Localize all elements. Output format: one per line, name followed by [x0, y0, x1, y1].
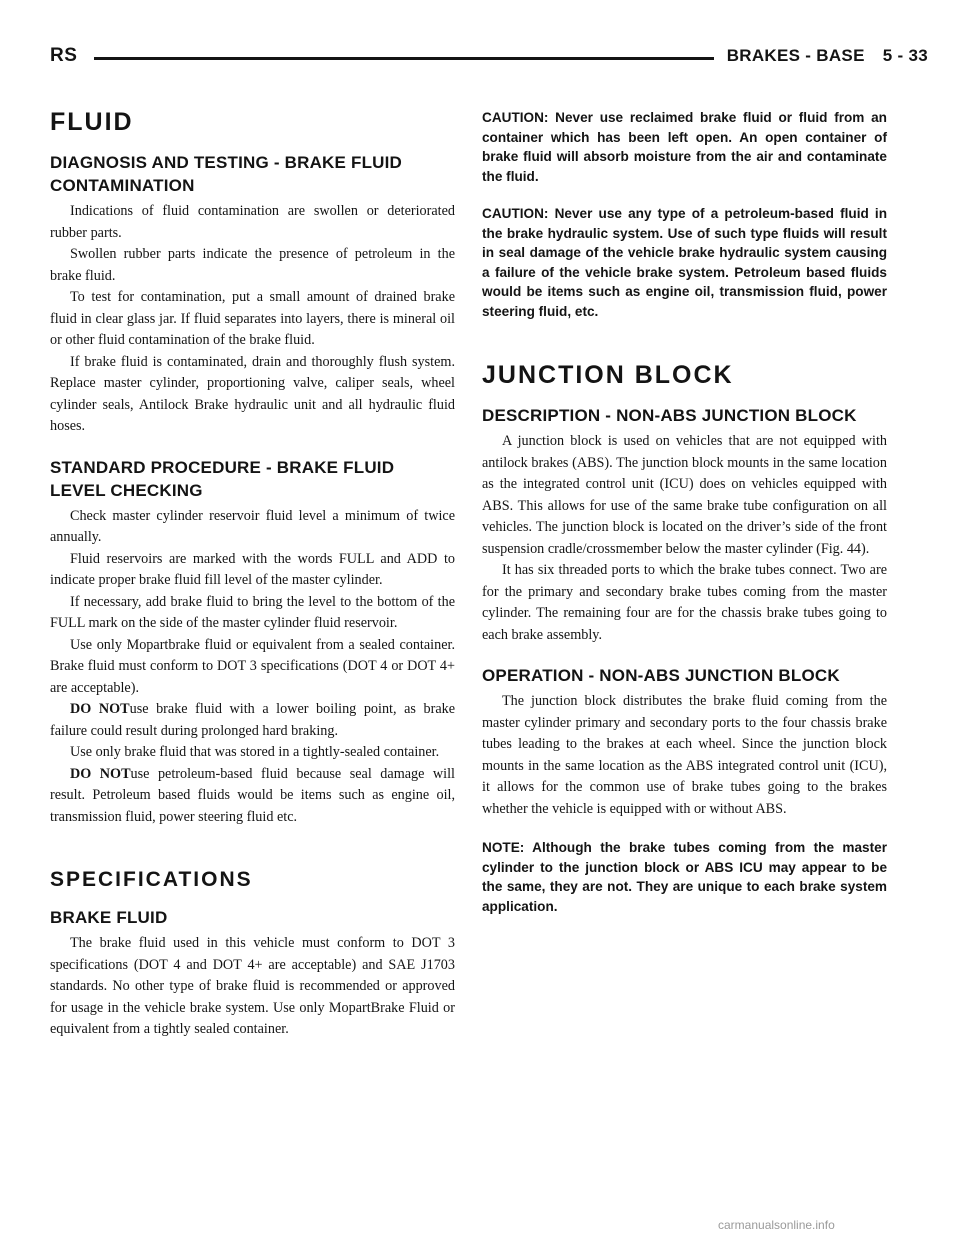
caution-reclaimed-fluid: CAUTION: Never use reclaimed brake fluid or fluid from an container which has been left open. An open container of brake fluid will absorb moisture from the air and contaminate the fluid. — [482, 110, 887, 184]
paragraph: Swollen rubber parts indicate the presence of petroleum in the brake fluid. — [50, 246, 455, 284]
heading-brake-fluid: BRAKE FLUID — [50, 908, 168, 927]
paragraph: Use only Mopartbrake fluid or equivalent from a sealed container. Brake fluid must conform to DOT 3 specifications (DOT 4 or DOT 4+ are acceptable). — [50, 636, 455, 696]
do-not-text: use brake fluid with a lower boiling point, as brake failure could result during prolonged hard braking. — [50, 701, 456, 739]
paragraph-do-not-2 — [50, 764, 455, 829]
paragraph: Indications of fluid contamination are swollen or deteriorated rubber parts. — [50, 203, 455, 241]
heading-diagnosis-line2: CONTAMINATION — [50, 176, 195, 195]
do-not-label: DO NOT — [70, 701, 130, 717]
heading-standard-line2: LEVEL CHECKING — [50, 480, 203, 500]
paragraph: Use only brake fluid that was stored in a tightly-sealed container. — [70, 744, 440, 760]
page-number: 5 - 33 — [882, 46, 928, 65]
paragraph-do-not-1 — [50, 699, 455, 742]
paragraph: If necessary, add brake fluid to bring the level to the bottom of the FULL mark on the side of the master cylinder fluid reservoir. — [50, 593, 455, 631]
watermark-text: carmanualsonline.info — [718, 1218, 835, 1232]
paragraph: The junction block distributes the brake fluid coming from the master cylinder primary and secondary ports to the four chassis brake tubes leading to the brakes at each wheel. Since the junction block mounts in the same location as the ABS integrated control unit (ICU), it allows for the common use of brake tubes going to the brakes whether the vehicle is equipped with or without ABS. — [482, 693, 887, 817]
paragraph: To test for contamination, put a small amount of drained brake fluid in clear glass jar. If fluid separates into layers, there is mineral oil or other fluid contamination of the brake fluid. — [50, 289, 455, 348]
header-rule — [94, 57, 714, 60]
heading-standard-procedure — [50, 456, 455, 502]
paragraph: Check master cylinder reservoir fluid level a minimum of twice annually. — [50, 507, 455, 545]
heading-diagnosis — [50, 151, 455, 197]
caution-petroleum-fluid: CAUTION: Never use any type of a petroleum-based fluid in the brake hydraulic system. Use of such type fluids will result in seal damage of the vehicle brake hydraulic system causing a failure of the vehicle brake system. Petroleum based fluids would be items such as engine oil, transmission fluid, power steering fluid, etc. — [482, 206, 887, 319]
note-brake-tubes: NOTE: Although the brake tubes coming from the master cylinder to the junction block or ABS ICU may appear to be the same, they are not. They are unique to each brake system application. — [482, 840, 887, 914]
paragraph: If brake fluid is contaminated, drain and thoroughly flush system. Replace master cylinder, proportioning valve, caliper seals, wheel cylinder seals, Antilock Brake hydraulic unit and all hydraulic fluid hoses. — [50, 353, 455, 434]
header-section-code: RS — [50, 45, 78, 66]
page-header — [50, 45, 928, 75]
heading-operation: OPERATION - NON-ABS JUNCTION BLOCK — [482, 666, 840, 685]
paragraph: The brake fluid used in this vehicle must conform to DOT 3 specifications (DOT 4 and DOT 4+ are acceptable) and SAE J1703 standards. No other type of brake fluid is recommended or approved for usage in the vehicle brake system. Use only MopartBrake Fluid or equivalent from a tightly sealed container. — [50, 935, 455, 1037]
heading-fluid: FLUID — [50, 108, 134, 136]
header-title-group — [727, 46, 928, 66]
header-title: BRAKES - BASE — [726, 46, 865, 65]
do-not-label: DO NOT — [70, 765, 131, 782]
heading-diagnosis-line1: DIAGNOSIS AND TESTING - BRAKE FLUID — [50, 153, 403, 172]
heading-specifications: SPECIFICATIONS — [50, 868, 253, 891]
heading-standard-line1: STANDARD PROCEDURE - BRAKE FLUID — [50, 457, 395, 477]
do-not-text: use petroleum-based fluid because seal damage will result. Petroleum based fluids would be items such as engine oil, transmission fluid, power steering fluid etc. — [50, 765, 455, 825]
paragraph: Fluid reservoirs are marked with the words FULL and ADD to indicate proper brake fluid fill level of the master cylinder. — [50, 550, 455, 588]
paragraph: A junction block is used on vehicles that are not equipped with antilock brakes (ABS). The junction block mounts in the same location as the integrated control unit (ICU) does on vehicles equipped with ABS. This allows for use of the same brake tube configuration on all vehicles. The junction block is located on the driver’s side of the front suspension cradle/crossmember below the master cylinder (Fig. 44). — [482, 433, 887, 557]
left-column — [50, 108, 455, 1041]
paragraph: It has six threaded ports to which the brake tubes connect. Two are for the primary and secondary brake tubes coming from the master cylinder. The remaining four are for the chassis brake tubes going to each brake assembly. — [482, 562, 887, 643]
heading-description: DESCRIPTION - NON-ABS JUNCTION BLOCK — [482, 406, 857, 425]
right-column — [482, 108, 887, 916]
heading-junction-block: JUNCTION BLOCK — [482, 361, 734, 389]
